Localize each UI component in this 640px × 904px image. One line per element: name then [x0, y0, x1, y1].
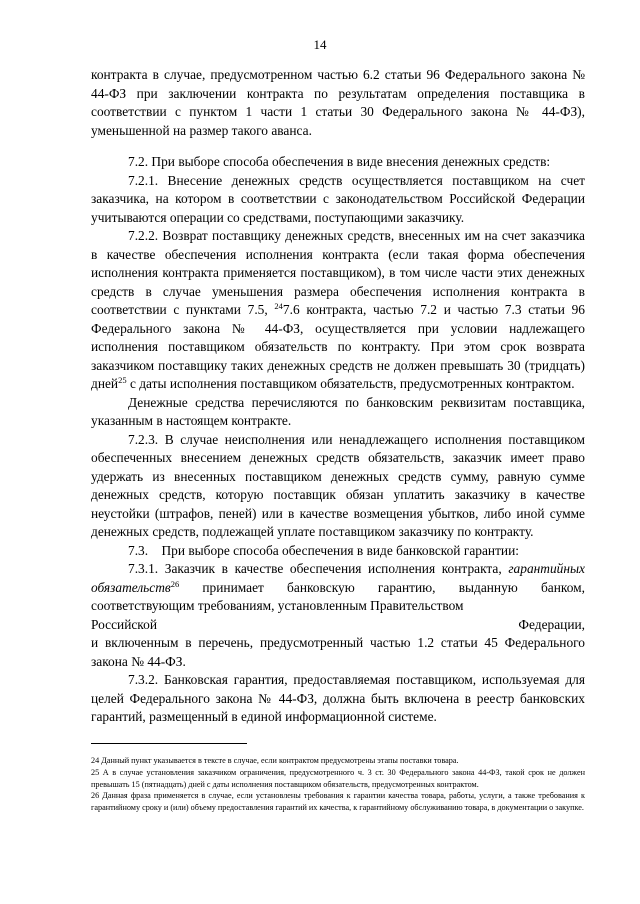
clause-7-3-1-text-b: принимает банковскую гарантию, выданную банком, соответствующим требованиям, установленным Правительством: [91, 579, 585, 613]
footnote-separator: [91, 743, 247, 744]
clause-7-3-1-continuation: и включенным в перечень, предусмотренный частью 1.2 статьи 45 Федерального закона № 44-ФЗ.: [91, 635, 585, 669]
page-number: 14: [313, 37, 327, 52]
clause-7-2-3: 7.2.3. В случае неисполнения или ненадлежащего исполнения поставщиком обеспеченных внесением денежных средств обязательств, заказчик имеет право удержать из внесенных поставщиком денежных средств сумму, равную сумме денежных средств, которую поставщик обязан уплатить заказчику в качестве неустойки (штрафов, пеней) или в качестве возмещения убытков, либо иной сумме денежных средств, подлежащей уплате поставщиком заказчику по контракту.: [91, 431, 585, 539]
clause-7-2-2-text-c: с даты исполнения поставщиком обязательств, предусмотренных контрактом.: [126, 376, 575, 391]
clause-7-3-2: 7.3.2. Банковская гарантия, предоставляемая поставщиком, используемая для целей Федерального закона № 44-ФЗ, должна быть включена в реестр банковских гарантий, размещенный в единой информационной системе.: [91, 672, 585, 724]
clause-7-3-1: [91, 560, 585, 616]
clause-7-2-2-text-a: 7.2.2. Возврат поставщику денежных средств, внесенных им на счет заказчика в качестве обеспечения исполнения контракта (если такая форма обеспечения исполнения контракта применяется поставщиком), в том числе части этих денежных средств в случае уменьшения размера обеспечения исполнения контракта в соответствии с пунктами 7.5,: [91, 228, 585, 317]
clause-7-3: 7.3. При выборе способа обеспечения в виде банковской гарантии:: [128, 542, 519, 558]
footnote-26: 26 Данная фраза применяется в случае, если установлены требования к гарантии качества товара, работы, услуги, а также требования к гарантийному сроку и (или) объему предоставления гарантий их качества, к гарантийному обслуживанию товара, в документации о закупке.: [91, 791, 585, 813]
footnote-ref-24: 24: [274, 301, 283, 311]
clause-7-3-1-line-split: [91, 616, 585, 635]
footnotes: [91, 755, 585, 814]
footnote-ref-25: 25: [118, 375, 127, 385]
paragraph-continuation: контракта в случае, предусмотренном частью 6.2 статьи 96 Федерального закона № 44-ФЗ при заключении контракта по результатам определения поставщика в соответствии с пунктом 1 части 1 статьи 30 Федерального закона № 44-ФЗ), уменьшенной на размер такого аванса.: [91, 67, 585, 138]
footnote-24: 24 Данный пункт указывается в тексте в случае, если контрактом предусмотрены этапы поставки товара.: [91, 756, 459, 765]
clause-7-2-2-text-b: 7.6 контракта, частью 7.2 и частью 7.3 статьи 96 Федерального закона № 44-ФЗ, осуществляется при условии надлежащего исполнения поставщиком обязательств по контракту. При этом срок возврата заказчиком поставщику таких денежных средств не должен превышать 30 (тридцать) дней: [91, 302, 585, 391]
clause-7-2-1: 7.2.1. Внесение денежных средств осуществляется поставщиком на счет заказчика, на котором в соответствии с законодательством Российской Федерации учитываются операции со средствами, поступающими заказчику.: [91, 172, 585, 225]
clause-7-3-1-italic: гарантийных обязательств: [91, 561, 585, 595]
clause-7-3-1-text-a: 7.3.1. Заказчик в качестве обеспечения исполнения контракта,: [128, 561, 509, 576]
bank-details-paragraph: Денежные средства перечисляются по банковским реквизитам поставщика, указанным в настоящем контракте.: [91, 394, 585, 428]
footnote-25: 25 А в случае установления заказчиком ограничения, предусмотренного ч. 3 ст. 30 Федерального закона 44-ФЗ, такой срок не должен превышать 15 (пятнадцать) дней с даты исполнения поставщиком обязательств, предусмотренных контрактом.: [91, 767, 585, 789]
document-body: [91, 66, 585, 727]
clause-7-3-1-word-left: Российской: [91, 616, 157, 632]
clause-7-3-1-word-right: Федерации,: [518, 616, 585, 632]
footnote-ref-26: 26: [170, 578, 180, 589]
clause-7-2: 7.2. При выборе способа обеспечения в виде внесения денежных средств:: [128, 154, 551, 169]
clause-7-2-2: [91, 227, 585, 394]
